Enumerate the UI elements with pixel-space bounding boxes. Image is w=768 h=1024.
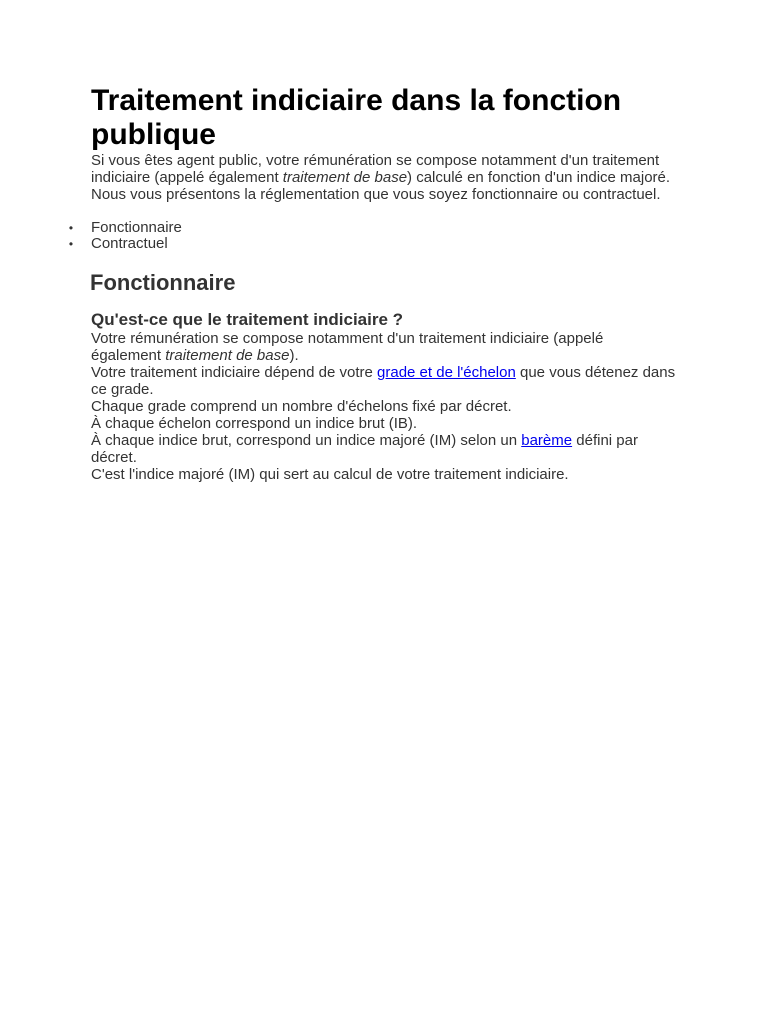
- section-p5-text-start: À chaque indice brut, correspond un indice majoré (IM) selon un: [91, 432, 522, 449]
- section-paragraph-3: Chaque grade comprend un nombre d'échelons fixé par décret.: [91, 398, 512, 415]
- section-paragraph-1: [91, 330, 676, 364]
- subsection-title: Qu'est-ce que le traitement indiciaire ?: [91, 310, 404, 329]
- intro-p1-text-end: ) calculé en fonction d'un indice majoré.: [407, 169, 671, 186]
- toc-item-label[interactable]: Contractuel: [91, 235, 168, 252]
- toc-item-label[interactable]: Fonctionnaire: [91, 219, 182, 236]
- section-p5-text-end: défini par décret.: [91, 432, 638, 466]
- grade-echelon-link[interactable]: grade et de l'échelon: [377, 364, 516, 381]
- page-title: Traitement indiciaire dans la fonction publique: [91, 84, 622, 151]
- toc-item-contractuel[interactable]: [68, 235, 676, 252]
- bullet-icon: •: [68, 221, 74, 235]
- section-paragraph-5: [91, 432, 676, 466]
- section-p2-text-end: que vous détenez dans ce grade.: [91, 364, 676, 398]
- section-p1-text-start: Votre rémunération se compose notamment d'un traitement indiciaire (appelé également: [91, 330, 604, 364]
- document-content: [68, 84, 676, 483]
- section-title-fonctionnaire: Fonctionnaire: [90, 270, 236, 295]
- intro-p1-emphasis: traitement de base: [282, 169, 408, 186]
- section-paragraph-6: C'est l'indice majoré (IM) qui sert au calcul de votre traitement indiciaire.: [91, 466, 569, 483]
- intro-paragraph-1: [91, 152, 676, 186]
- section-paragraph-2: [91, 364, 676, 398]
- section-paragraph-4: À chaque échelon correspond un indice brut (IB).: [91, 415, 418, 432]
- section-p1-text-end: ).: [289, 347, 299, 364]
- bullet-icon: •: [68, 237, 74, 251]
- section-p1-emphasis: traitement de base: [165, 347, 290, 364]
- intro-p1-text-start: Si vous êtes agent public, votre rémunération se compose notamment d'un traitement indiciaire (appelé également: [91, 152, 660, 186]
- bareme-link[interactable]: barème: [521, 432, 573, 449]
- section-p2-text-start: Votre traitement indiciaire dépend de votre: [91, 364, 378, 381]
- table-of-contents: [68, 219, 676, 252]
- toc-item-fonctionnaire[interactable]: [68, 219, 676, 236]
- intro-paragraph-2: Nous vous présentons la réglementation que vous soyez fonctionnaire ou contractuel.: [91, 186, 661, 203]
